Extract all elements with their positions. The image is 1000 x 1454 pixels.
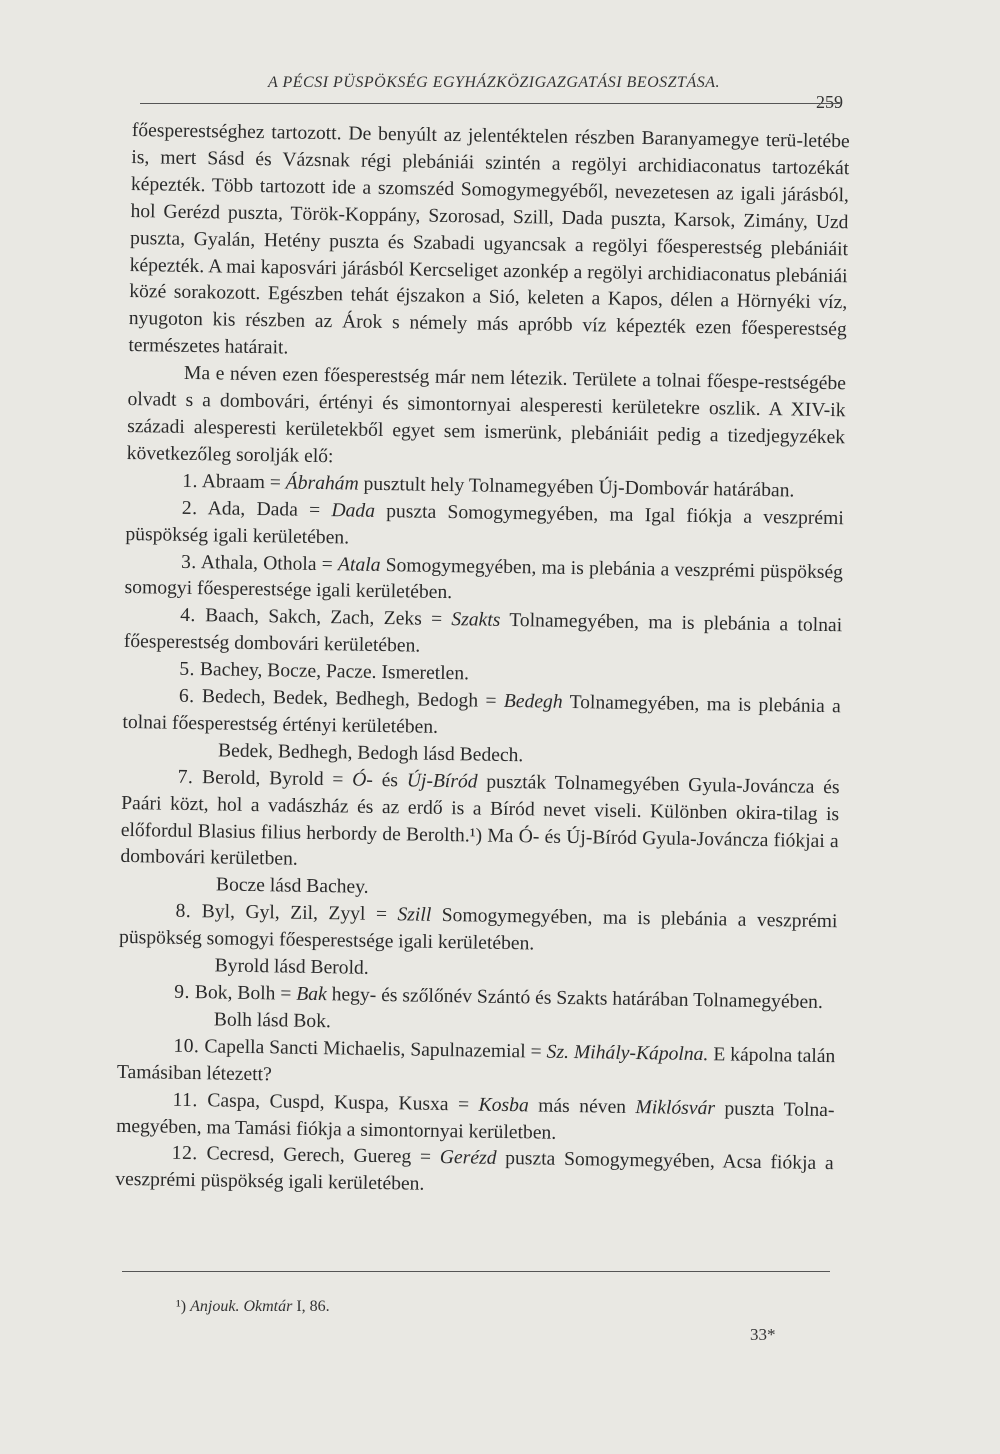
- item-number: 4.: [180, 605, 197, 627]
- item-number: 6.: [178, 685, 195, 708]
- item-text: Tolnamegyében, ma is plebánia a tolnai főesperestség értényi kerületében.: [122, 691, 841, 738]
- item-number: 5.: [179, 658, 196, 681]
- item-text: Bok, Bolh =: [194, 982, 297, 1005]
- item-modern-name: Szill: [397, 904, 432, 927]
- item-modern-name: Dada: [331, 499, 376, 522]
- item-text: E kápolna talán Tamásiban létezett?: [116, 1043, 836, 1086]
- cross-reference: Bolh lásd Bok.: [213, 1009, 332, 1033]
- item-number: 11.: [172, 1089, 199, 1111]
- item-text: puszta Tolna-megyében, ma Tamási fiókja a simontornyai kerületben.: [116, 1097, 835, 1144]
- item-modern-name: Bedegh: [503, 690, 563, 713]
- item-text: Athala, Othola =: [200, 551, 339, 575]
- page-number: 259: [816, 92, 843, 112]
- item-text: és: [372, 769, 407, 792]
- item-number: 10.: [173, 1035, 200, 1057]
- item-text: Byl, Gyl, Zil, Zyyl =: [201, 901, 398, 926]
- item-text: Caspa, Cuspd, Kuspa, Kusxa =: [207, 1089, 479, 1116]
- item-text: Bachey, Bocze, Pacze. Ismeretlen.: [199, 659, 470, 685]
- item-number: 1.: [182, 470, 199, 492]
- item-modern-name: Szakts: [451, 609, 501, 632]
- item-text: Berold, Byrold =: [201, 766, 353, 791]
- item-text: Somogymegyében, ma is plebánia a veszprémi püspökség somogyi főesperestsége igali kerületében.: [118, 905, 838, 955]
- item-text: Ada, Dada =: [207, 497, 332, 521]
- item-modern-name: Atala: [337, 553, 381, 576]
- item-modern-name: Miklósvár: [635, 1096, 716, 1119]
- item-number: 9.: [174, 981, 191, 1004]
- item-number: 12.: [171, 1143, 198, 1165]
- footnote-source: Anjouk. Okmtár: [190, 1298, 293, 1315]
- item-text: pusztult hely Tolnamegyében Új-Dombovár határában.: [358, 473, 795, 502]
- header-rule: [140, 103, 840, 104]
- item-number: 3.: [180, 551, 197, 573]
- item-modern-name: Bak: [296, 983, 327, 1006]
- item-text: puszta Somogymegyében, ma Igal fiókja a veszprémi püspökség igali kerületében.: [125, 500, 844, 549]
- item-number: 8.: [175, 901, 192, 923]
- item-text: Tolnamegyében, ma is plebánia a tolnai főesperestség dombovári kerületében.: [123, 610, 843, 657]
- item-modern-name: Ó-: [352, 769, 374, 791]
- paragraph: főesperestséghez tartozott. De benyúlt az jelentéktelen részben Baranyamegye terü-letébe is, mert Sásd és Vázsnak régi plebániái szintén a regölyi archidiaconatus tartozékát képezték. Több tartozott ide a szomszéd Somogymegyéből, nevezetesen az igali járásból, hol Gerézd puszta, Török-Koppány, Szorosad, Szill, Dada puszta, Karsok, Zimány, Uzd puszta, Gyalán, Hetény puszta és Szabadi ugyancsak a regölyi főesperestség plebániáit képezték. A mai kaposvári járásból Kercseliget azonkép a regölyi archidiaconatus plebániái közé sorakozott. Egészben tehát éjszakon a Sió, keleten a Kapos, délen a Hörnyéki víz, nyugoton kis részben az Árok s némely más apróbb víz képezték ezen főesperestség természetes határait.: [128, 119, 850, 359]
- item-text: Bedech, Bedek, Bedhegh, Bedogh =: [201, 686, 505, 712]
- footnote-marker: ¹): [176, 1298, 187, 1315]
- item-text: hegy- és szőlőnév Szántó és Szakts határában Tolnamegyében.: [326, 984, 823, 1013]
- item-text: Cecresd, Gerech, Guereg =: [206, 1143, 441, 1169]
- cross-reference: Bedek, Bedhegh, Bedogh lásd Bedech.: [217, 740, 524, 767]
- item-text: más néven: [528, 1094, 636, 1118]
- item-text: Somogymegyében, ma is plebánia a veszprémi püspökség somogyi főesperestsége igali kerületében.: [124, 554, 844, 604]
- item-modern-name: Sz. Mihály-Kápolna.: [546, 1041, 709, 1065]
- item-number: 7.: [177, 766, 194, 788]
- footnote: [176, 1298, 330, 1316]
- item-text: Abraam =: [201, 470, 286, 494]
- footnote-rule: [122, 1271, 830, 1272]
- signature-mark: 33*: [750, 1325, 776, 1344]
- body-text: [115, 118, 850, 1205]
- cross-reference: Bocze lásd Bachey.: [215, 874, 369, 899]
- item-text: puszta Somogymegyében, Acsa fiókja a veszprémi püspökség igali kerületében.: [115, 1148, 834, 1196]
- item-text: Capella Sancti Michaelis, Sapulnazemial =: [204, 1036, 547, 1063]
- item-modern-name: Kosba: [478, 1094, 529, 1116]
- item-modern-name: Új-Bíród: [406, 770, 478, 793]
- running-head: A PÉCSI PÜSPÖKSÉG EGYHÁZKÖZIGAZGATÁSI BEOSZTÁSA.: [268, 74, 720, 91]
- list-item: [115, 1140, 834, 1205]
- item-text: puszták Tolnamegyében Gyula-Jováncza és Paári közt, hol a vadászház és az erdő is a Bíród nevet viseli. Különben okira-tilag is előfordul Blasius filius herbordy de Berolth.¹) Ma Ó- és Új-Bíród Gyula-Jováncza fiókjai a dombovári kerületben.: [120, 771, 840, 871]
- paragraph: Ma e néven ezen főesperestség már nem létezik. Területe a tolnai főespe-restségébe olvadt s a dombovári, értényi és simontornyai alesperesti kerületekre oszlik. A XIV-ik századi alesperesti kerületekből egyet sem ismerünk, plebániáit pedig a tizedjegyzékek következőleg sorolják elő:: [126, 363, 847, 468]
- item-modern-name: Ábrahám: [285, 472, 359, 495]
- list-item: [120, 764, 840, 883]
- item-text: Baach, Sakch, Zach, Zeks =: [205, 605, 452, 631]
- item-number: 2.: [181, 497, 198, 519]
- footnote-reference: I, 86.: [292, 1298, 330, 1315]
- cross-reference: Byrold lásd Berold.: [214, 955, 369, 979]
- item-modern-name: Gerézd: [439, 1147, 497, 1170]
